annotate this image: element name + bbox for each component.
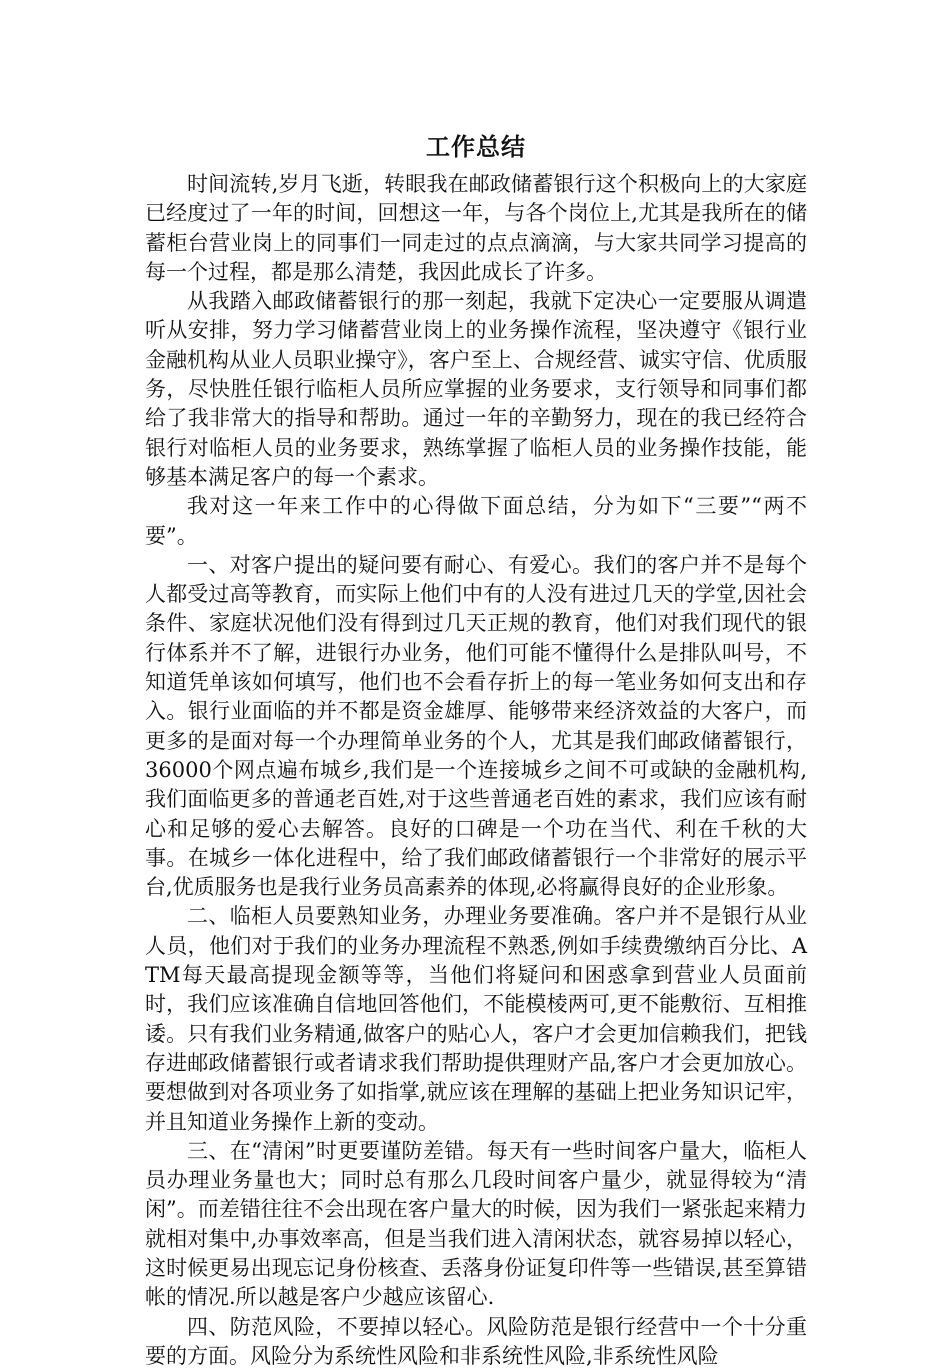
- paragraph-3: 我对这一年来工作中的心得做下面总结，分为如下“三要”“两不要”。: [145, 494, 807, 548]
- paragraph-6: 三、在“清闲”时更要谨防差错。每天有一些时间客户量大，临柜人员办理业务量也大；同时总有那么几段时间客户量少，就显得较为“清闲”。而差错往往不会出现在客户量大的时候，因为我们一紧张起来精力就相对集中,办事效率高，但是当我们进入清闲状态，就容易掉以轻心，这时候更易出现忘记身份核查、丢落身份证复印件等一些错误,甚至算错帐的情况.所以越是客户少越应该留心.: [145, 1138, 807, 1310]
- paragraph-5: 二、临柜人员要熟知业务，办理业务要准确。客户并不是银行从业人员，他们对于我们的业务办理流程不熟悉,例如手续费缴纳百分比、ATM每天最高提现金额等等，当他们将疑问和困惑拿到营业人员面前时，我们应该准确自信地回答他们，不能模棱两可,更不能敷衍、互相推诿。只有我们业务精通,做客户的贴心人，客户才会更加信赖我们，把钱存进邮政储蓄银行或者请求我们帮助提供理财产品,客户才会更加放心。要想做到对各项业务了如指掌,就应该在理解的基础上把业务知识记牢，并且知道业务操作上新的变动。: [145, 904, 807, 1134]
- document-page: [145, 130, 807, 1371]
- paragraph-1: 时间流转,岁月飞逝，转眼我在邮政储蓄银行这个积极向上的大家庭已经度过了一年的时间，回想这一年，与各个岗位上,尤其是我所在的储蓄柜台营业岗上的同事们一同走过的点点滴滴，与大家共同学习提高的每一个过程，都是那么清楚，我因此成长了许多。: [145, 172, 807, 284]
- paragraph-7: 四、防范风险，不要掉以轻心。风险防范是银行经营中一个十分重要的方面。风险分为系统性风险和非系统性风险,非系统性风险: [145, 1314, 807, 1368]
- paragraph-4: 一、对客户提出的疑问要有耐心、有爱心。我们的客户并不是每个人都受过高等教育，而实际上他们中有的人没有进过几天的学堂,因社会条件、家庭状况他们没有得到过几天正规的教育，他们对我们现代的银行体系并不了解，进银行办业务，他们可能不懂得什么是排队叫号，不知道凭单该如何填写，他们也不会看存折上的每一笔业务如何支出和存入。银行业面临的并不都是资金雄厚、能够带来经济效益的大客户，而更多的是面对每一个办理简单业务的个人，尤其是我们邮政储蓄银行，36000个网点遍布城乡,我们是一个连接城乡之间不可或缺的金融机构,我们面临更多的普通老百姓,对于这些普通老百姓的素求，我们应该有耐心和足够的爱心去解答。良好的口碑是一个功在当代、利在千秋的大事。在城乡一体化进程中，给了我们邮政储蓄银行一个非常好的展示平台,优质服务也是我行业务员高素养的体现,必将赢得良好的企业形象。: [145, 552, 807, 900]
- paragraph-2: 从我踏入邮政储蓄银行的那一刻起，我就下定决心一定要服从调遣听从安排，努力学习储蓄营业岗上的业务操作流程，坚决遵守《银行业金融机构从业人员职业操守》，客户至上、合规经营、诚实守信、优质服务，尽快胜任银行临柜人员所应掌握的业务要求，支行领导和同事们都给了我非常大的指导和帮助。通过一年的辛勤努力，现在的我已经符合银行对临柜人员的业务要求，熟练掌握了临柜人员的业务操作技能，能够基本满足客户的每一个素求。: [145, 289, 807, 489]
- document-title: 工作总结: [426, 133, 526, 161]
